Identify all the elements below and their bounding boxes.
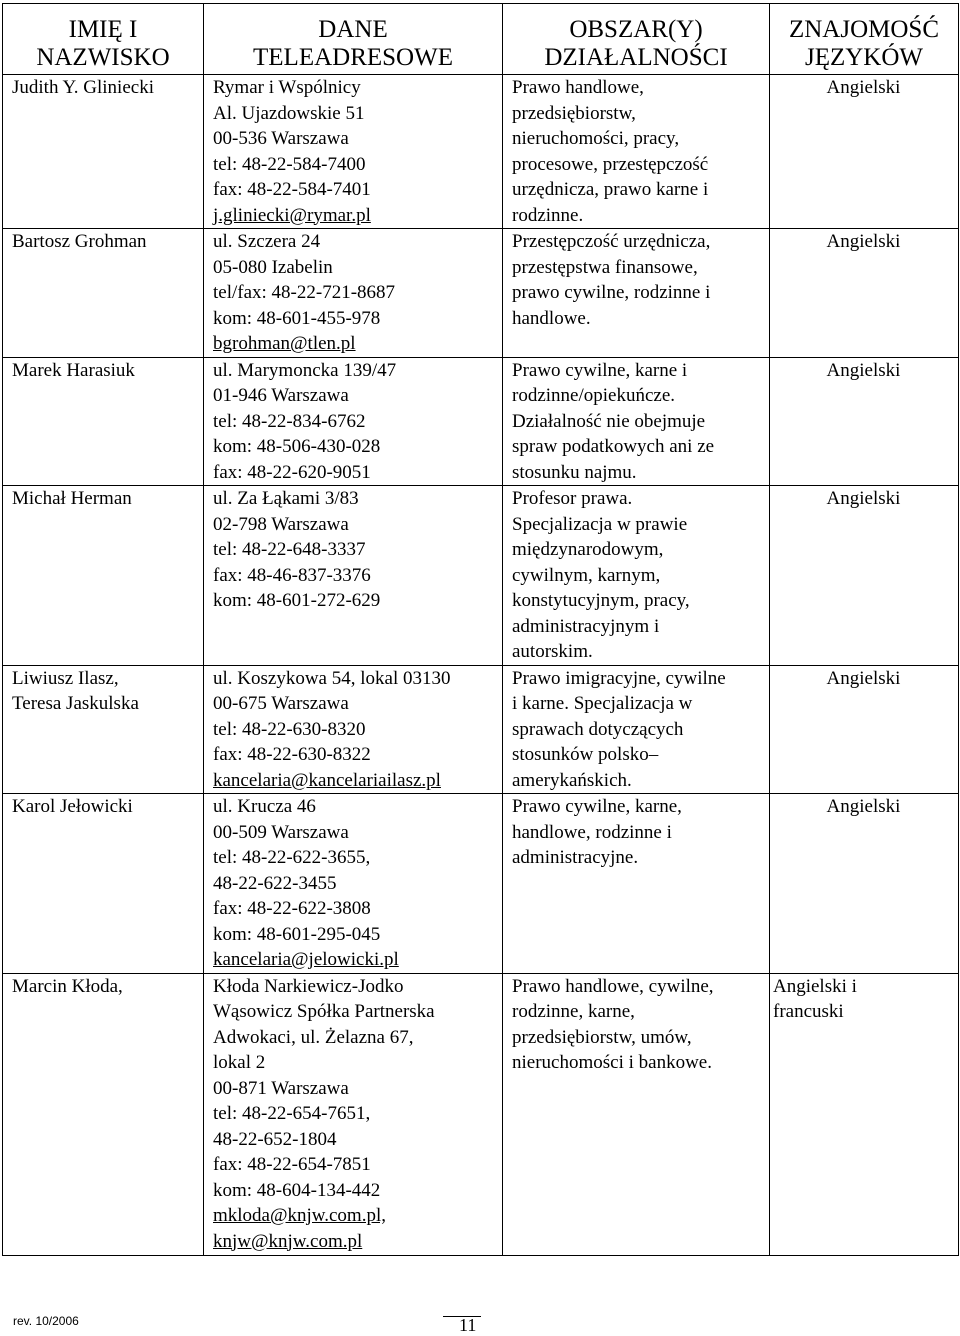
contact-cell-line: kom: 48-601-272-629 — [213, 590, 381, 611]
languages-cell — [770, 794, 959, 974]
languages-cell — [770, 973, 959, 1255]
name-cell-line: Karol Jełowicki — [12, 796, 133, 817]
contact-cell-line: Al. Ujazdowskie 51 — [213, 102, 365, 124]
areas-cell-line: nieruchomości, pracy, — [512, 128, 680, 149]
areas-cell-line: stosunku najmu. — [512, 461, 637, 483]
contact-cell-line: 00-871 Warszawa — [213, 1077, 349, 1099]
areas-cell — [503, 75, 770, 229]
name-cell — [3, 229, 204, 358]
areas-cell-line: cywilnym, karnym, — [512, 564, 661, 586]
areas-cell-line: amerykańskich. — [512, 769, 632, 791]
name-cell-line: Bartosz Grohman — [12, 231, 147, 252]
areas-cell-line: autorskim. — [512, 641, 593, 662]
areas-cell-line: rodzinne/opiekuńcze. — [512, 385, 676, 406]
name-cell-line: Michał Herman — [12, 488, 132, 509]
contact-cell-line: tel: 48-22-622-3655, — [213, 847, 371, 868]
languages-cell-line: Angielski — [826, 359, 901, 381]
areas-cell-line: Prawo handlowe, — [512, 77, 644, 98]
contact-cell-line: tel: 48-22-584-7400 — [213, 153, 366, 175]
areas-cell-line: i karne. Specjalizacja w — [512, 693, 693, 714]
contact-cell-line: kom: 48-604-134-442 — [213, 1179, 381, 1201]
name-cell — [3, 665, 204, 794]
areas-cell — [503, 229, 770, 358]
contact-cell-line: 02-798 Warszawa — [213, 513, 349, 535]
revision-label: rev. 10/2006 — [13, 1314, 79, 1328]
contact-cell-line: Rymar i Wspólnicy — [213, 77, 361, 98]
languages-cell-line: Angielski i — [773, 975, 857, 997]
languages-cell — [770, 357, 959, 486]
contact-cell-line: 48-22-652-1804 — [213, 1128, 337, 1150]
name-cell-line: Marek Harasiuk — [12, 359, 135, 381]
table-row — [3, 973, 959, 1255]
contact-cell-line: fax: 48-22-584-7401 — [213, 179, 371, 200]
languages-cell-line: Angielski — [826, 667, 901, 689]
contact-cell-line: ul. Marymoncka 139/47 — [213, 359, 397, 381]
areas-cell — [503, 357, 770, 486]
areas-cell-line: Specjalizacja w prawie — [512, 513, 688, 535]
contact-cell-line: fax: 48-46-837-3376 — [213, 564, 371, 586]
areas-cell-line: stosunków polsko– — [512, 744, 659, 765]
table-row — [3, 75, 959, 229]
contact-cell-line: kom: 48-506-430-028 — [213, 436, 381, 457]
email-link[interactable]: kancelaria@kancelariailasz.pl — [213, 769, 441, 791]
languages-cell — [770, 486, 959, 666]
name-cell-line: Teresa Jaskulska — [12, 693, 139, 714]
areas-cell-line: Przestępczość urzędnicza, — [512, 231, 711, 252]
header-languages: ZNAJOMOŚĆ JĘZYKÓW — [770, 4, 959, 75]
contact-cell-line: 00-509 Warszawa — [213, 821, 349, 843]
contact-cell-line: ul. Krucza 46 — [213, 796, 316, 817]
contact-cell-line: 00-536 Warszawa — [213, 128, 349, 149]
email-link[interactable]: bgrohman@tlen.pl — [213, 333, 356, 354]
areas-cell-line: przedsiębiorstw, umów, — [512, 1026, 692, 1048]
areas-cell-line: Profesor prawa. — [512, 488, 633, 509]
name-cell — [3, 486, 204, 666]
contact-cell-line: lokal 2 — [213, 1052, 266, 1073]
contact-cell-line: tel: 48-22-630-8320 — [213, 718, 366, 740]
name-cell — [3, 357, 204, 486]
areas-cell-line: spraw podatkowych ani ze — [512, 436, 715, 457]
name-cell — [3, 973, 204, 1255]
email-link[interactable]: kancelaria@jelowicki.pl — [213, 949, 399, 970]
areas-cell-line: handlowe, rodzinne i — [512, 821, 672, 843]
contact-cell — [204, 229, 503, 358]
areas-cell-line: Prawo handlowe, cywilne, — [512, 975, 714, 997]
name-cell — [3, 75, 204, 229]
areas-cell-line: Prawo cywilne, karne, — [512, 796, 682, 817]
areas-cell-line: przedsiębiorstw, — [512, 102, 636, 124]
languages-cell — [770, 229, 959, 358]
areas-cell-line: administracyjnym i — [512, 615, 660, 637]
table-body — [3, 75, 959, 1256]
areas-cell-line: rodzinne, karne, — [512, 1001, 635, 1022]
contact-cell — [204, 665, 503, 794]
areas-cell — [503, 794, 770, 974]
contact-cell — [204, 794, 503, 974]
areas-cell-line: nieruchomości i bankowe. — [512, 1052, 712, 1073]
contact-cell-line: fax: 48-22-620-9051 — [213, 461, 371, 483]
table-header-row — [3, 4, 959, 75]
languages-cell-line: Angielski — [826, 77, 901, 98]
contact-cell-line: Kłoda Narkiewicz-Jodko — [213, 975, 404, 997]
contact-cell — [204, 75, 503, 229]
email-link[interactable]: knjw@knjw.com.pl — [213, 1230, 363, 1252]
areas-cell-line: Prawo imigracyjne, cywilne — [512, 667, 726, 689]
areas-cell-line: administracyjne. — [512, 847, 639, 868]
areas-cell-line: rodzinne. — [512, 204, 584, 226]
contact-cell — [204, 357, 503, 486]
areas-cell — [503, 973, 770, 1255]
email-link[interactable]: mkloda@knjw.com.pl, — [213, 1205, 386, 1226]
contact-cell-line: Wąsowicz Spółka Partnerska — [213, 1001, 435, 1022]
contact-cell-line: tel: 48-22-648-3337 — [213, 539, 366, 560]
areas-cell-line: handlowe. — [512, 307, 591, 329]
contact-cell-line: 00-675 Warszawa — [213, 693, 349, 714]
languages-cell-line: Angielski — [826, 488, 901, 509]
table-row — [3, 665, 959, 794]
name-cell — [3, 794, 204, 974]
areas-cell-line: urzędnicza, prawo karne i — [512, 179, 709, 200]
contact-cell-line: ul. Za Łąkami 3/83 — [213, 488, 359, 509]
contact-cell-line: ul. Szczera 24 — [213, 231, 321, 252]
lawyers-table — [2, 3, 959, 1256]
contact-cell-line: Adwokaci, ul. Żelazna 67, — [213, 1026, 414, 1048]
table-row — [3, 229, 959, 358]
areas-cell-line: przestępstwa finansowe, — [512, 256, 698, 278]
name-cell-line: Judith Y. Gliniecki — [12, 77, 154, 98]
languages-cell-line: francuski — [773, 1001, 844, 1022]
contact-cell-line: kom: 48-601-455-978 — [213, 307, 381, 329]
areas-cell — [503, 665, 770, 794]
name-cell-line: Marcin Kłoda, — [12, 975, 123, 997]
contact-cell-line: ul. Koszykowa 54, lokal 03130 — [213, 667, 451, 689]
contact-cell-line: 01-946 Warszawa — [213, 385, 349, 406]
areas-cell-line: sprawach dotyczących — [512, 718, 684, 740]
areas-cell-line: międzynarodowym, — [512, 539, 664, 560]
languages-cell — [770, 75, 959, 229]
contact-cell-line: fax: 48-22-654-7851 — [213, 1154, 371, 1175]
table-row — [3, 357, 959, 486]
areas-cell-line: Prawo cywilne, karne i — [512, 359, 688, 381]
header-name: IMIĘ I NAZWISKO — [3, 4, 204, 75]
contact-cell-line: kom: 48-601-295-045 — [213, 923, 381, 945]
languages-cell-line: Angielski — [826, 796, 901, 817]
areas-cell-line: Działalność nie obejmuje — [512, 410, 706, 432]
areas-cell-line: konstytucyjnym, pracy, — [512, 590, 690, 611]
languages-cell-line: Angielski — [826, 231, 901, 252]
areas-cell-line: procesowe, przestępczość — [512, 153, 709, 175]
page-number: 11 — [459, 1315, 477, 1335]
table-row — [3, 794, 959, 974]
contact-cell-line: tel/fax: 48-22-721-8687 — [213, 282, 396, 303]
areas-cell — [503, 486, 770, 666]
contact-cell-line: tel: 48-22-654-7651, — [213, 1103, 371, 1124]
table-row — [3, 486, 959, 666]
contact-cell-line: fax: 48-22-630-8322 — [213, 744, 371, 765]
contact-cell-line: fax: 48-22-622-3808 — [213, 898, 371, 919]
contact-cell — [204, 973, 503, 1255]
header-contact: DANE TELEADRESOWE — [204, 4, 503, 75]
areas-cell-line: prawo cywilne, rodzinne i — [512, 282, 711, 303]
contact-cell-line: tel: 48-22-834-6762 — [213, 410, 366, 432]
contact-cell-line: 48-22-622-3455 — [213, 872, 337, 894]
email-link[interactable]: j.gliniecki@rymar.pl — [213, 204, 371, 226]
contact-cell-line: 05-080 Izabelin — [213, 256, 333, 278]
contact-cell — [204, 486, 503, 666]
languages-cell — [770, 665, 959, 794]
name-cell-line: Liwiusz Ilasz, — [12, 667, 119, 689]
header-areas: OBSZAR(Y) DZIAŁALNOŚCI — [503, 4, 770, 75]
